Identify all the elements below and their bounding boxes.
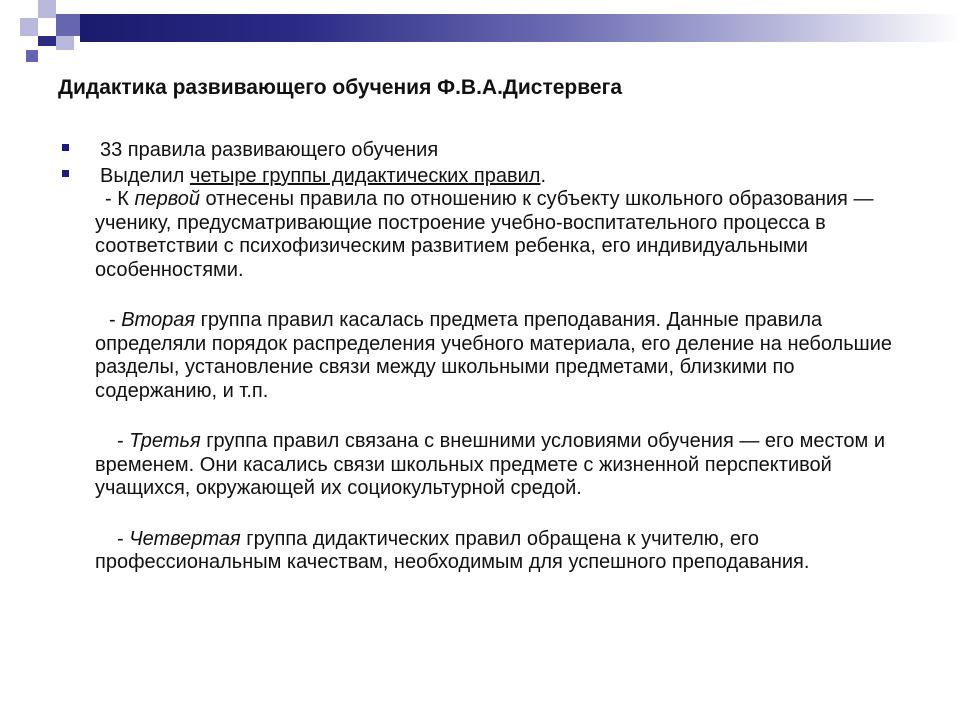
slide-title: Дидактика развивающего обучения Ф.В.А.Дистервега (58, 76, 622, 99)
decor-square (56, 14, 80, 36)
paragraph-lead: - (117, 430, 130, 452)
paragraph-emphasis: Четвертая (129, 527, 241, 550)
bullet-text-suffix: . (540, 165, 546, 187)
paragraph-text: группа дидактических правил обращена к учителю, его профессиональным качествам, необходимым для успешного преподавания. (95, 527, 810, 573)
slide-content (58, 138, 918, 595)
paragraph-text: группа правил касалась предмета преподавания. Данные правила определяли порядок распределения учебного материала, его деление на небольшие разделы, установление связи между школьными предметами, близкими по содержанию, и т.п. (95, 309, 892, 402)
rule-group-paragraph (95, 528, 915, 575)
paragraph-text: группа правил связана с внешними условиями обучения — его местом и временем. Они касались связи школьных предмете с жизненной перспективой учащихся, окружающей их социокультурной средой. (95, 430, 885, 499)
decor-square (38, 36, 56, 46)
header-gradient-band (80, 14, 960, 42)
bullet-underlined-text: четыре группы дидактических правил (189, 165, 541, 187)
rule-group-paragraph (95, 188, 915, 282)
decor-square (56, 36, 74, 50)
rule-group-paragraph (95, 430, 915, 501)
square-bullet-icon (62, 144, 69, 151)
paragraph-emphasis: первой (134, 188, 200, 210)
rule-group-paragraph (95, 309, 915, 403)
paragraph-lead: - (109, 309, 122, 331)
decor-square (26, 50, 38, 62)
decor-square (38, 0, 56, 18)
decor-square (20, 18, 38, 36)
square-bullet-icon (62, 170, 69, 177)
bullet-text-prefix: Выделил (100, 165, 190, 187)
bullet-text: 33 правила развивающего обучения (100, 139, 439, 161)
bullet-item (58, 138, 918, 162)
paragraph-emphasis: Третья (129, 430, 201, 452)
paragraph-lead: - К (105, 188, 135, 210)
bullet-item (58, 164, 918, 188)
paragraph-emphasis: Вторая (121, 309, 196, 331)
paragraph-lead: - (117, 527, 130, 550)
paragraph-text: отнесены правила по отношению к субъекту школьного образования — ученику, предусматривающие построение учебно-воспитательного процесса в соответствии с психофизическим развитием ребенка, его индивидуальными особенностями. (95, 188, 874, 281)
